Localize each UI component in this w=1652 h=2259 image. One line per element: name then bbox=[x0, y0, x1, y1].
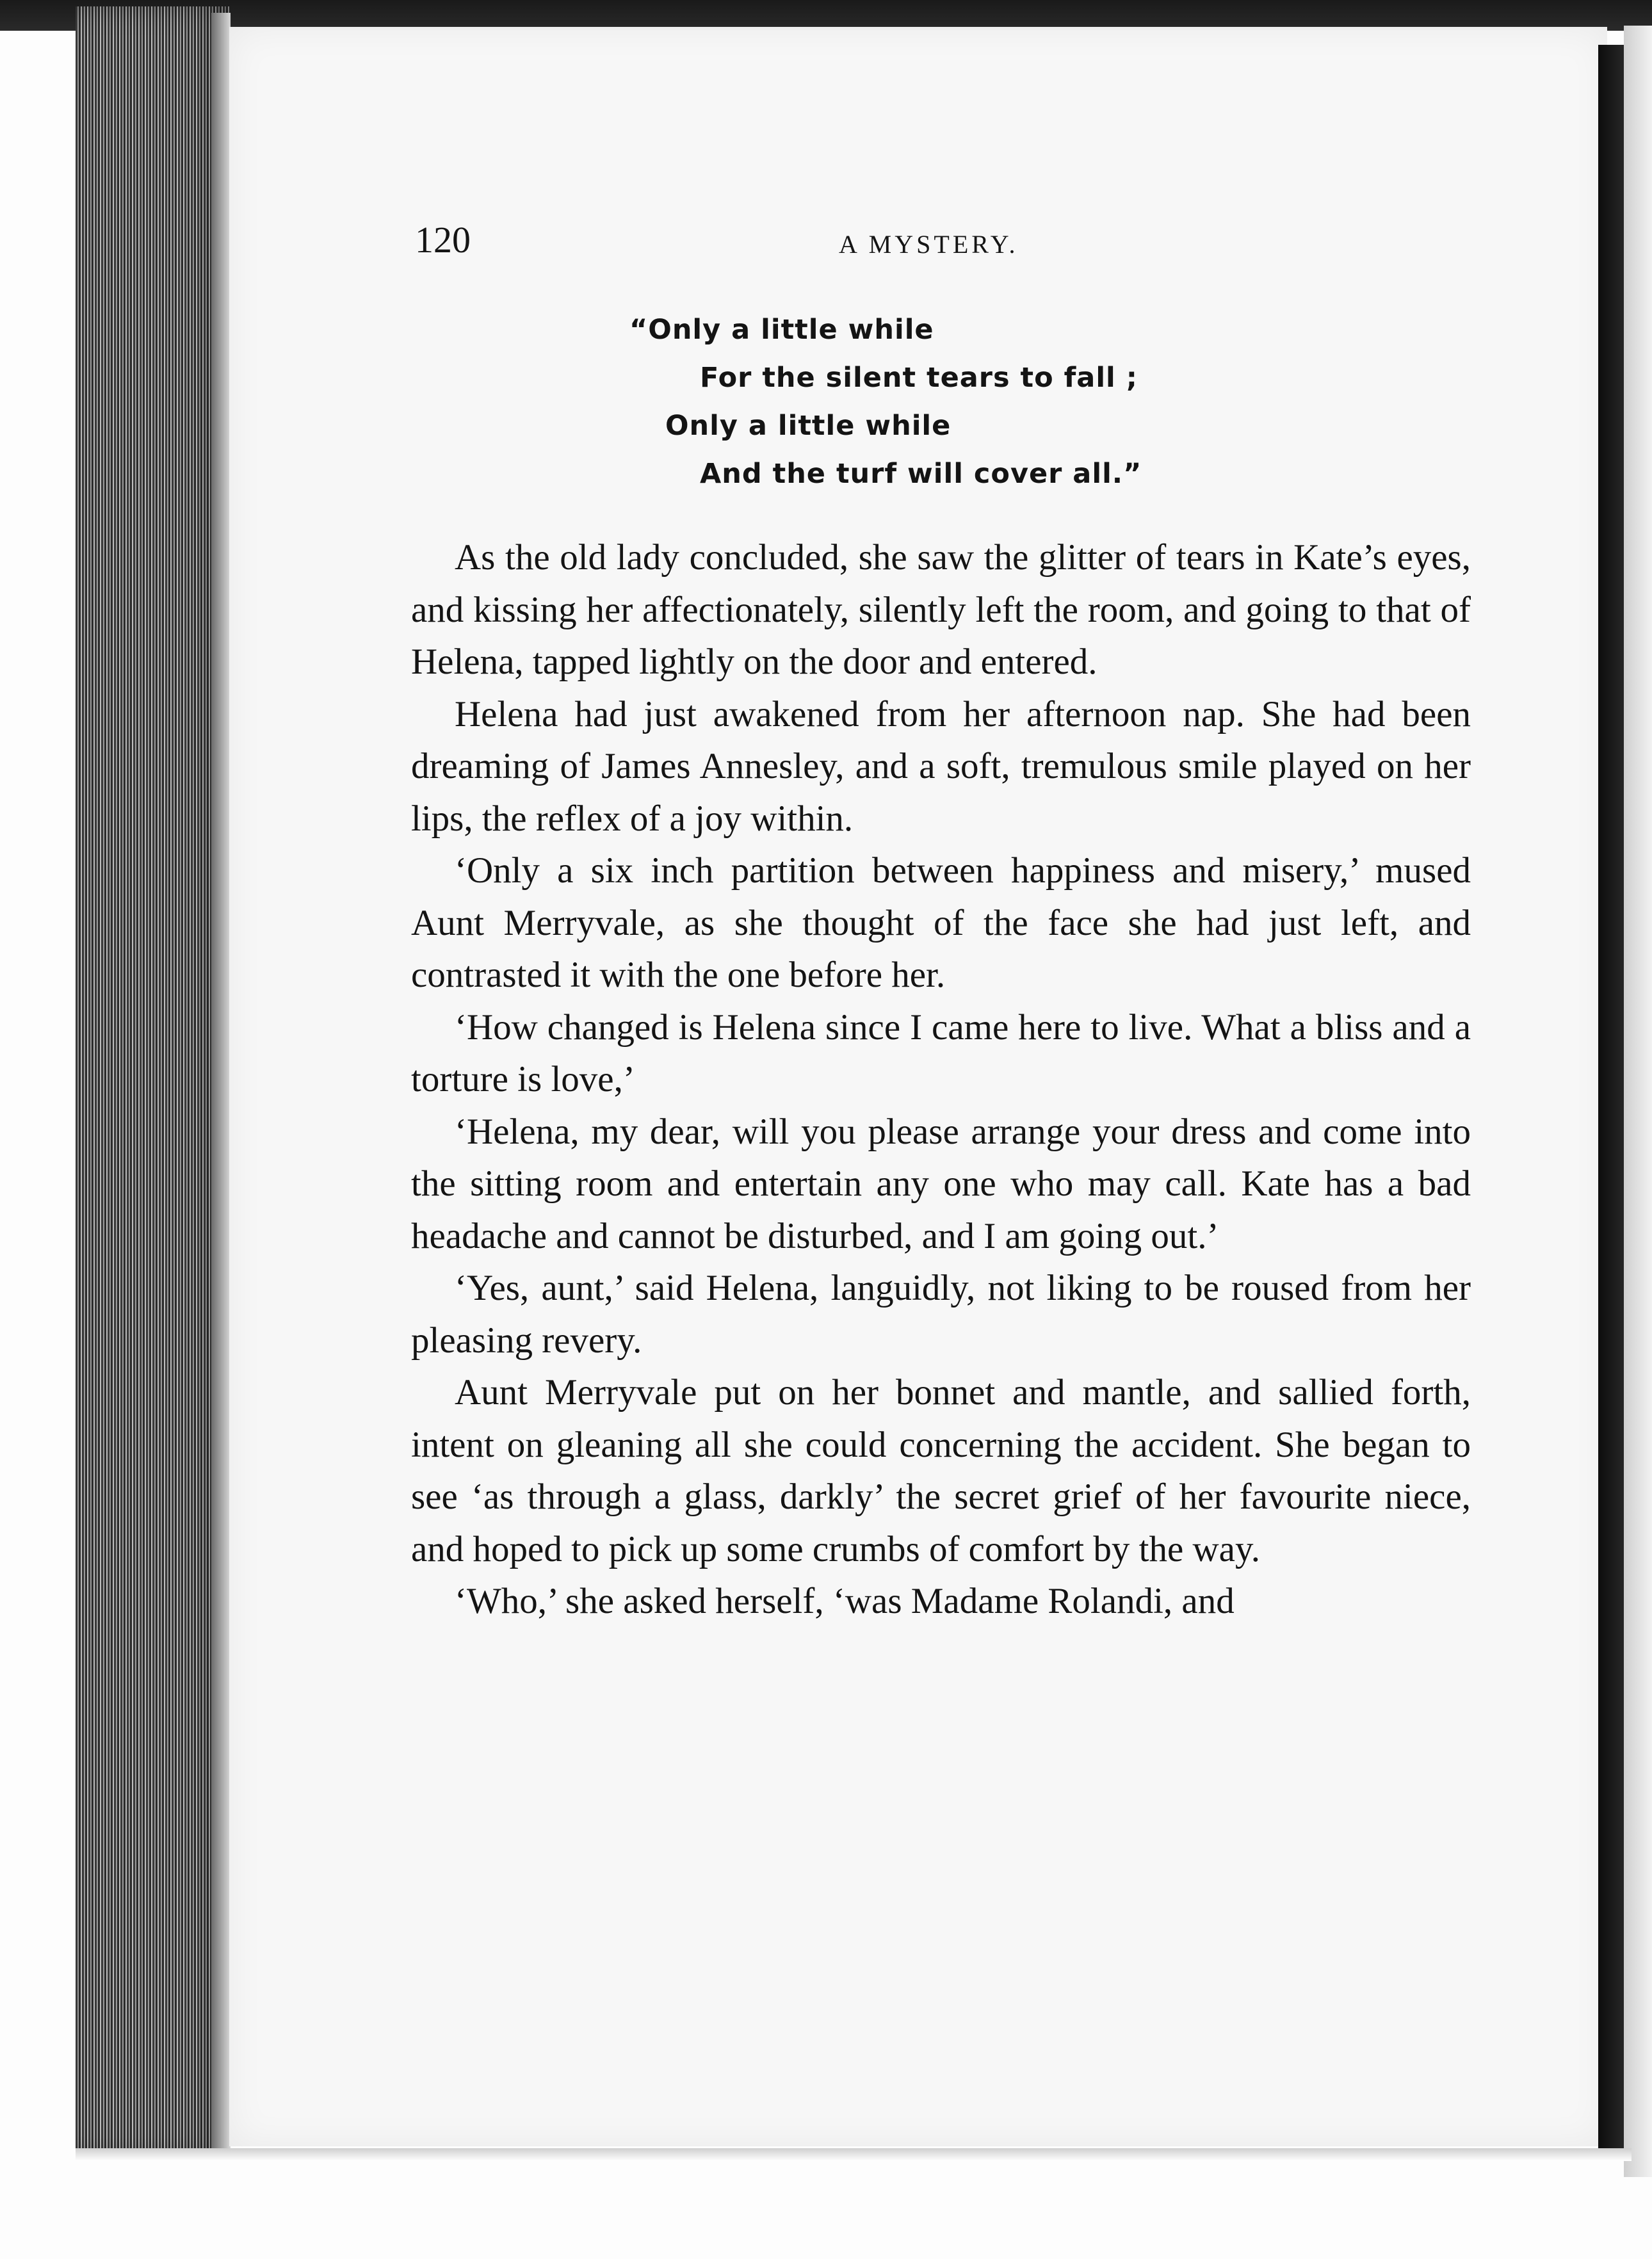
body-text bbox=[411, 531, 1471, 1628]
poem-line: And the turf will cover all.” bbox=[700, 458, 1142, 490]
bottom-shadow bbox=[76, 2148, 1632, 2161]
poem-line: Only a little while bbox=[665, 410, 952, 442]
page-number: 120 bbox=[415, 219, 471, 261]
facing-page-edge bbox=[1624, 26, 1652, 2177]
paragraph: ‘Only a six inch partition between happiness and misery,’ mused Aunt Merryvale, as she thought of the face she had just left, and contrasted it with the one before her. bbox=[411, 850, 1471, 995]
poem-line: “Only a little while bbox=[629, 314, 934, 346]
paragraph: As the old lady concluded, she saw the glitter of tears in Kate’s eyes, and kissing her affectionately, silently left the room, and going to that of Helena, tapped lightly on the door and entered. bbox=[411, 537, 1471, 682]
scan-background-top bbox=[0, 0, 1652, 31]
paragraph: Helena had just awakened from her afternoon nap. She had been dreaming of James Annesley, and a soft, tremulous smile played on her lips, the reflex of a joy within. bbox=[411, 693, 1471, 839]
paragraph: ‘Who,’ she asked herself, ‘was Madame Rolandi, and bbox=[455, 1581, 1235, 1621]
paragraph: ‘Yes, aunt,’ said Helena, languidly, not liking to be roused from her pleasing revery. bbox=[411, 1268, 1471, 1361]
paragraph: ‘Helena, my dear, will you please arrange your dress and come into the sitting room and entertain any one who may call. Kate has a bad headache and cannot be disturbed, and I am going out.’ bbox=[411, 1111, 1471, 1256]
poem-line: For the silent tears to fall ; bbox=[700, 362, 1138, 394]
page-edge-shadow bbox=[211, 13, 231, 2151]
right-gutter bbox=[1598, 45, 1624, 2158]
poem-stanza bbox=[631, 306, 1142, 498]
paragraph: Aunt Merryvale put on her bonnet and mantle, and sallied forth, intent on gleaning all she could concerning the accident. She began to see ‘as through a glass, darkly’ the secret grief of her favourite niece, and hoped to pick up some crumbs of comfort by the way. bbox=[411, 1372, 1471, 1569]
page-header bbox=[415, 215, 1465, 266]
running-head: A MYSTERY. bbox=[839, 230, 1019, 259]
paragraph: ‘How changed is Helena since I came here to live. What a bliss and a torture is love,’ bbox=[411, 1007, 1471, 1099]
stacked-page-edges bbox=[76, 6, 229, 2158]
